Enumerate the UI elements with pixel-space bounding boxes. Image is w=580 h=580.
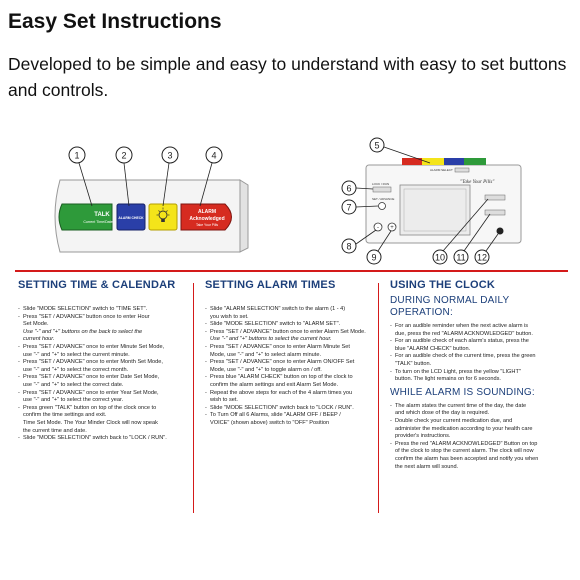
power-jack xyxy=(497,228,504,235)
list-item: of the clock to stop the current alarm. The clock will now xyxy=(395,448,534,455)
callout-3: 3 xyxy=(167,150,173,161)
callout-12: 12 xyxy=(476,252,488,263)
alarm-check-button[interactable] xyxy=(117,204,145,230)
list-item: Use "-" and "+" buttons to select the current hour. xyxy=(210,336,332,343)
alarm-select-label: ALARM SELECT xyxy=(430,168,453,172)
list-item: Mode, use "-" and "+" to toggle alarm on / off. xyxy=(210,366,322,373)
list-item: - Slide "MODE SELECTION" switch back to "LOCK / RUN". xyxy=(18,435,190,443)
list-item: - Press "SET / ADVANCE" button once to enter Alarm Set Mode. xyxy=(205,329,375,337)
setting-alarm-times-section xyxy=(205,278,375,428)
talk-sub-label: Current Time/Date xyxy=(83,220,113,224)
list-item: - To turn on the LCD Light, press the yellow "LIGHT" xyxy=(390,369,568,377)
device-front xyxy=(55,147,248,252)
list-item: Time Set Mode. The Your Minder Clock will now speak xyxy=(23,419,158,426)
list-item: provider's instructions. xyxy=(395,433,451,440)
setting-time-calendar-section xyxy=(18,278,190,443)
list-item: "TALK" button. xyxy=(395,360,432,367)
alarm-times-steps xyxy=(205,306,375,428)
light-button[interactable] xyxy=(149,204,177,230)
list-item: confirm the time settings and exit. xyxy=(23,412,107,419)
list-item: - Slide "MODE SELECTION" switch to "ALARM SET". xyxy=(205,321,375,329)
list-item: - Press "SET / ADVANCE" once to enter Date Set Mode, xyxy=(18,374,190,382)
list-item: - To Turn Off all 6 Alarms, slide "ALARM OFF / BEEP / xyxy=(205,412,375,420)
callout-9: 9 xyxy=(371,252,377,263)
list-item: use "-" and "+" to select the correct year. xyxy=(23,397,124,404)
callout-8: 8 xyxy=(346,241,352,252)
list-item: - Press green "TALK" button on top of the clock once to xyxy=(18,405,190,413)
list-item: - Press "SET / ADVANCE" once to enter Alarm Minute Set xyxy=(205,344,375,352)
list-item: - The alarm states the current time of the day, the date xyxy=(390,403,568,411)
minus-label: - xyxy=(377,225,379,231)
list-item: confirm the alarm has been accepted and notify you when xyxy=(395,455,539,462)
set-advance-button[interactable] xyxy=(379,203,386,210)
callout-1: 1 xyxy=(74,150,80,161)
alarm-check-label: ALARM CHECK xyxy=(118,216,144,220)
device-illustration xyxy=(0,130,580,270)
list-item: - Repeat the above steps for each of the 4 alarm times you xyxy=(205,390,375,398)
list-item: use "-" and "+" to select the current minute. xyxy=(23,351,130,358)
list-item: Set Mode. xyxy=(23,321,49,328)
list-item: - Press "SET / ADVANCE" once to enter Minute Set Mode, xyxy=(18,344,190,352)
alarm-ack-label-2: Acknowledged xyxy=(189,216,225,222)
daily-operation-subheading: DURING NORMAL DAILY OPERATION: xyxy=(390,295,510,318)
list-item: Use "-" and "+" buttons on the back to select the xyxy=(23,328,143,335)
list-item: button. The light remains on for 6 seconds. xyxy=(395,376,501,383)
list-item: - Press "SET / ADVANCE" once to enter Month Set Mode, xyxy=(18,359,190,367)
page-title: Easy Set Instructions xyxy=(8,10,222,33)
list-item: - Press "SET / ADVANCE" once to enter Year Set Mode, xyxy=(18,390,190,398)
time-calendar-heading: SETTING TIME & CALENDAR xyxy=(18,279,176,291)
alarm-acknowledged-button[interactable] xyxy=(181,204,232,230)
list-item: use "-" and "+" to select the correct month. xyxy=(23,366,129,373)
list-item: and which dose of the day is required. xyxy=(395,410,490,417)
column-divider-1 xyxy=(193,283,194,513)
plus-button[interactable] xyxy=(388,223,396,231)
daily-operation-steps xyxy=(390,323,568,384)
minus-button[interactable] xyxy=(374,223,382,231)
list-item: the current time and date. xyxy=(23,427,87,434)
callout-2: 2 xyxy=(121,150,127,161)
list-item: - For an audible check of each alarm's status, press the xyxy=(390,338,568,346)
list-item: - Double check your current medication due, and xyxy=(390,418,568,426)
talk-button[interactable] xyxy=(59,204,113,230)
list-item: VOICE" (shown above) switch to "OFF" Position xyxy=(210,419,330,426)
volume-switch[interactable] xyxy=(485,210,505,215)
page-subtitle: Developed to be simple and easy to understand with easy to set buttons and controls. xyxy=(8,54,567,100)
callout-6: 6 xyxy=(346,183,352,194)
device-back xyxy=(342,138,521,264)
using-clock-heading: USING THE CLOCK xyxy=(390,279,496,291)
alarm-sounding-steps xyxy=(390,403,568,471)
list-item: administer the medication according to your health care xyxy=(395,425,533,432)
set-advance-label: SET / ADVANCE xyxy=(372,197,395,201)
list-item: use "-" and "+" to select the correct date. xyxy=(23,381,124,388)
list-item: wish to set. xyxy=(210,397,238,404)
time-calendar-steps xyxy=(18,306,190,443)
list-item: - Press the red "ALARM ACKNOWLEDGED" Button on top xyxy=(390,441,568,449)
callout-11: 11 xyxy=(456,252,466,263)
callout-5: 5 xyxy=(374,140,380,151)
list-item: - Press blue "ALARM CHECK" button on top of the clock to xyxy=(205,374,375,382)
using-the-clock-section xyxy=(390,278,568,471)
list-item: confirm the alarm settings and exit Alarm Set Mode. xyxy=(210,381,339,388)
column-divider-2 xyxy=(378,283,379,513)
list-item: blue "ALARM CHECK" button. xyxy=(395,345,471,352)
plus-label: + xyxy=(390,225,394,231)
alarm-times-heading: SETTING ALARM TIMES xyxy=(205,279,336,291)
list-item: - Slide "MODE SELECTION" switch back to "LOCK / RUN". xyxy=(205,405,375,413)
alarm-sounding-subheading: WHILE ALARM IS SOUNDING: xyxy=(390,386,535,398)
list-item: the next alarm will sound. xyxy=(395,463,459,470)
list-item: - For an audible check of the current time, press the green xyxy=(390,353,568,361)
list-item: due, press the red "ALARM ACKNOWLEDGED" button. xyxy=(395,330,533,337)
talk-label: TALK xyxy=(94,212,110,218)
callout-4: 4 xyxy=(211,150,217,161)
mode-selection-switch[interactable] xyxy=(373,187,391,192)
brand-label: "Take Your Pills" xyxy=(460,180,495,185)
lock-run-label: LOCK / RUN xyxy=(372,182,390,186)
callout-7: 7 xyxy=(346,202,352,213)
list-item: - Slide "MODE SELECTION" switch to "TIME SET". xyxy=(18,306,190,314)
section-divider xyxy=(15,270,568,272)
list-item: - Slide "ALARM SELECTION" switch to the alarm (1 - 4) xyxy=(205,306,375,314)
list-item: - Press "SET / ADVANCE" once to enter Alarm ON/OFF Set xyxy=(205,359,375,367)
list-item: - For an audible reminder when the next active alarm is xyxy=(390,323,568,331)
alarm-select-switch[interactable] xyxy=(455,168,469,172)
alarm-ack-label: ALARM xyxy=(197,209,217,215)
list-item: - Press "SET / ADVANCE" button once to enter Hour xyxy=(18,314,190,322)
list-item: current hour. xyxy=(23,336,55,343)
list-item: Mode, use "-" and "+" to select alarm minute. xyxy=(210,351,322,358)
callout-10: 10 xyxy=(434,252,446,263)
list-item: you wish to set. xyxy=(210,313,249,320)
alarm-ack-sub-label: Take Your Pills xyxy=(195,223,219,227)
